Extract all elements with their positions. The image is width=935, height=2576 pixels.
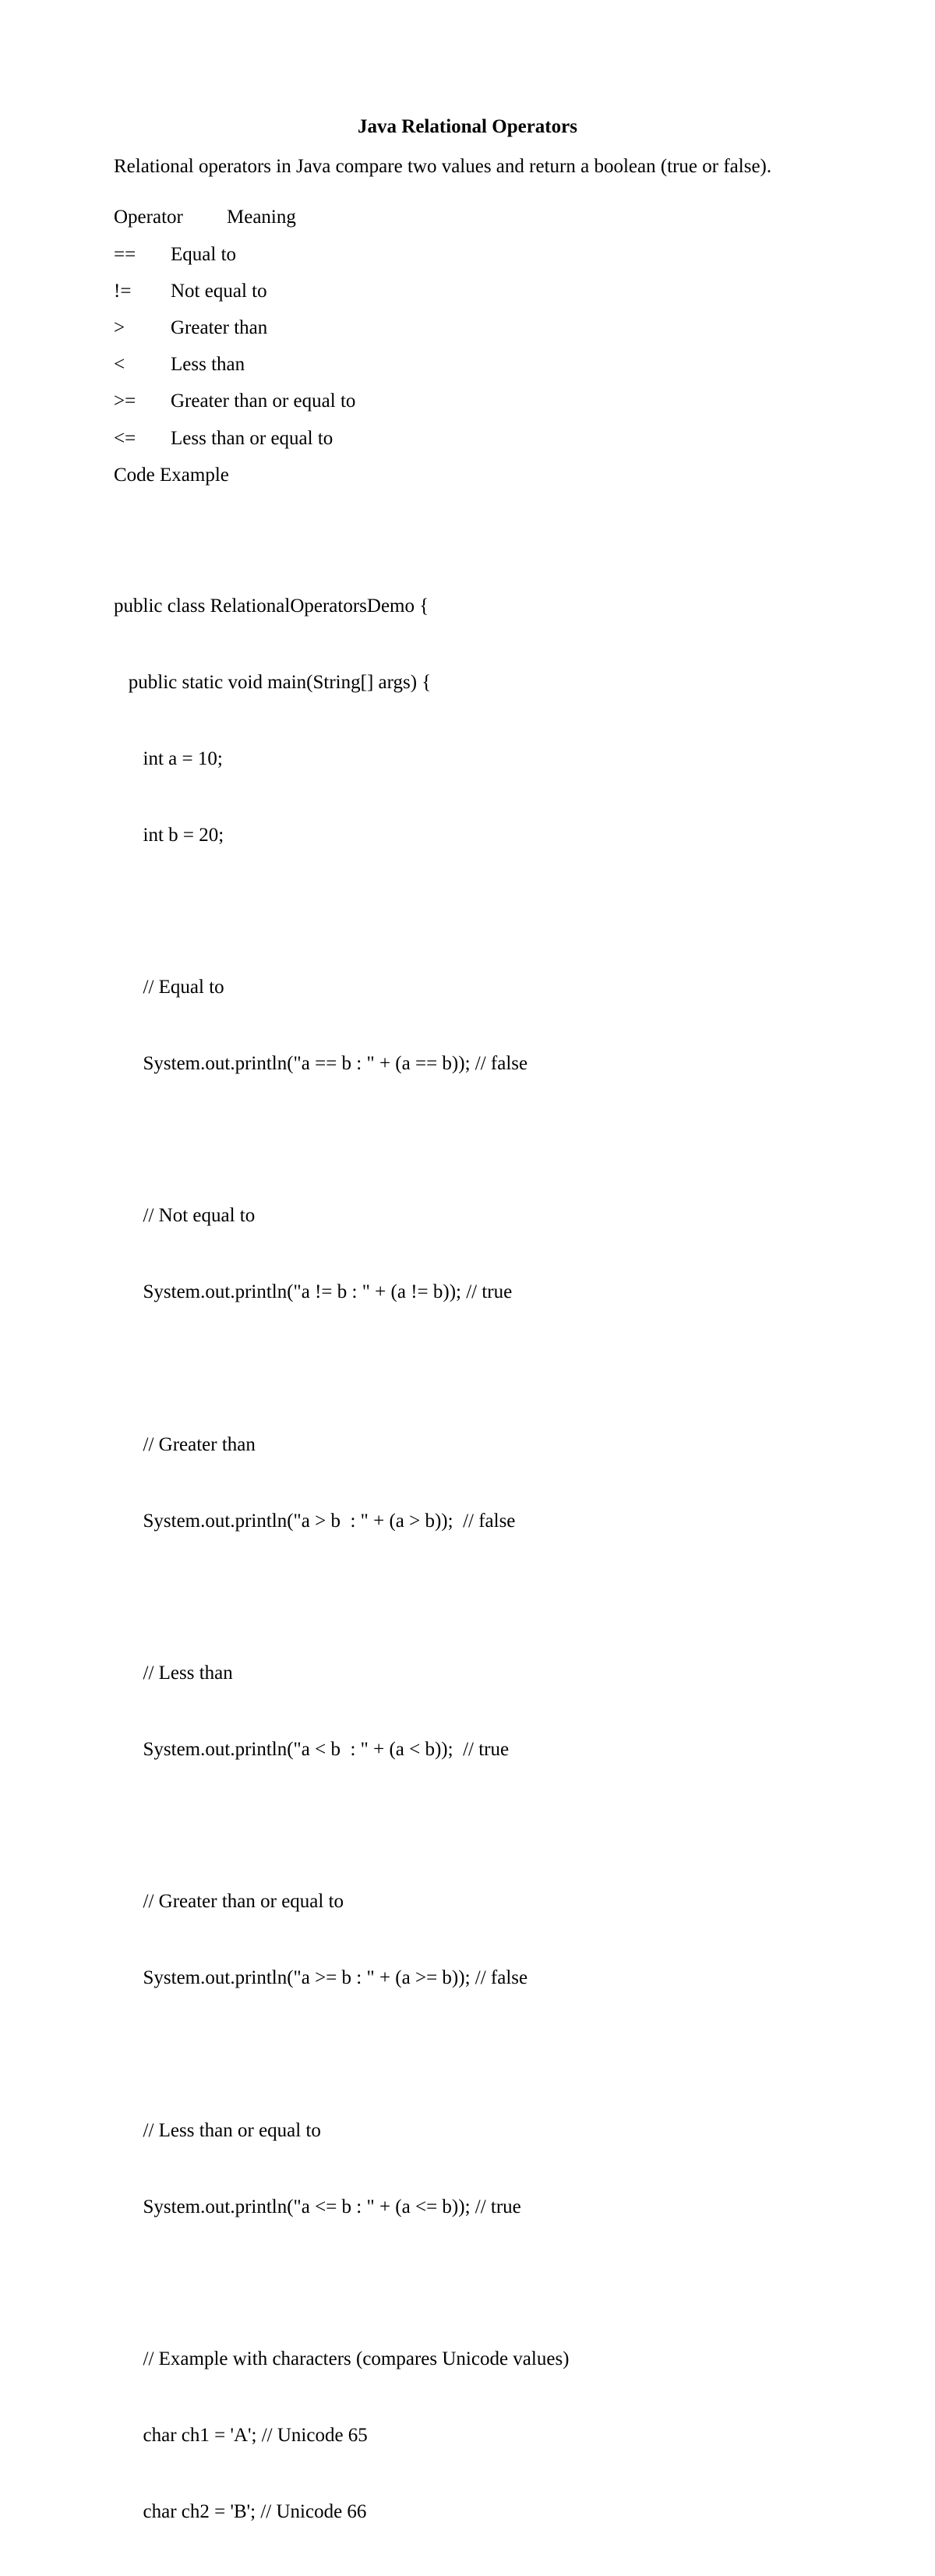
- code-line: System.out.println("a < b : " + (a < b)); // true: [114, 1738, 510, 1760]
- table-header-meaning: Meaning: [227, 207, 296, 228]
- code-example-heading: Code Example: [114, 465, 229, 486]
- meaning-cell: Greater than or equal to: [171, 390, 356, 412]
- code-line: [114, 1814, 570, 1839]
- code-line: char ch1 = 'A'; // Unicode 65: [114, 2424, 368, 2446]
- code-line: [114, 1128, 570, 1154]
- meaning-cell: Less than: [171, 354, 245, 375]
- code-line: int b = 20;: [114, 824, 224, 846]
- code-line: [114, 899, 570, 924]
- code-line: // Less than or equal to: [114, 2119, 321, 2141]
- code-line: [114, 1356, 570, 1382]
- meaning-cell: Greater than: [171, 317, 268, 338]
- code-line: char ch2 = 'B'; // Unicode 66: [114, 2500, 367, 2522]
- code-line: System.out.println("a >= b : " + (a >= b)); // false: [114, 1967, 528, 1989]
- operator-cell: <: [114, 354, 125, 375]
- operator-cell: ==: [114, 244, 136, 265]
- code-line: // Not equal to: [114, 1205, 256, 1227]
- operator-cell: <=: [114, 428, 136, 449]
- table-header-operator: Operator: [114, 207, 183, 228]
- code-line: // Less than: [114, 1663, 233, 1684]
- code-line: System.out.println("a > b : " + (a > b)); // false: [114, 1510, 516, 1532]
- code-line: public static void main(String[] args) {: [114, 671, 432, 693]
- meaning-cell: Not equal to: [171, 281, 267, 302]
- code-line: System.out.println("a == b : " + (a == b)); // false: [114, 1052, 528, 1074]
- code-line: [114, 1585, 570, 1610]
- code-line: // Greater than: [114, 1433, 256, 1455]
- code-line: [114, 2270, 570, 2296]
- meaning-cell: Less than or equal to: [171, 428, 333, 449]
- code-line: // Greater than or equal to: [114, 1891, 344, 1913]
- code-line: System.out.println("a != b : " + (a != b)); // true: [114, 1281, 513, 1303]
- meaning-cell: Equal to: [171, 244, 237, 265]
- code-line: int a = 10;: [114, 747, 223, 769]
- operator-cell: !=: [114, 281, 132, 302]
- code-line: System.out.println("a <= b : " + (a <= b)); // true: [114, 2196, 521, 2217]
- code-line: public class RelationalOperatorsDemo {: [114, 595, 429, 617]
- code-line: // Equal to: [114, 977, 224, 998]
- code-block: [114, 543, 570, 2576]
- operator-cell: >: [114, 317, 125, 338]
- operator-cell: >=: [114, 390, 136, 412]
- intro-paragraph: Relational operators in Java compare two values and return a boolean (true or false).: [114, 156, 772, 177]
- page-title: Java Relational Operators: [358, 116, 577, 137]
- code-line: // Example with characters (compares Unicode values): [114, 2348, 570, 2370]
- code-line: [114, 2042, 570, 2068]
